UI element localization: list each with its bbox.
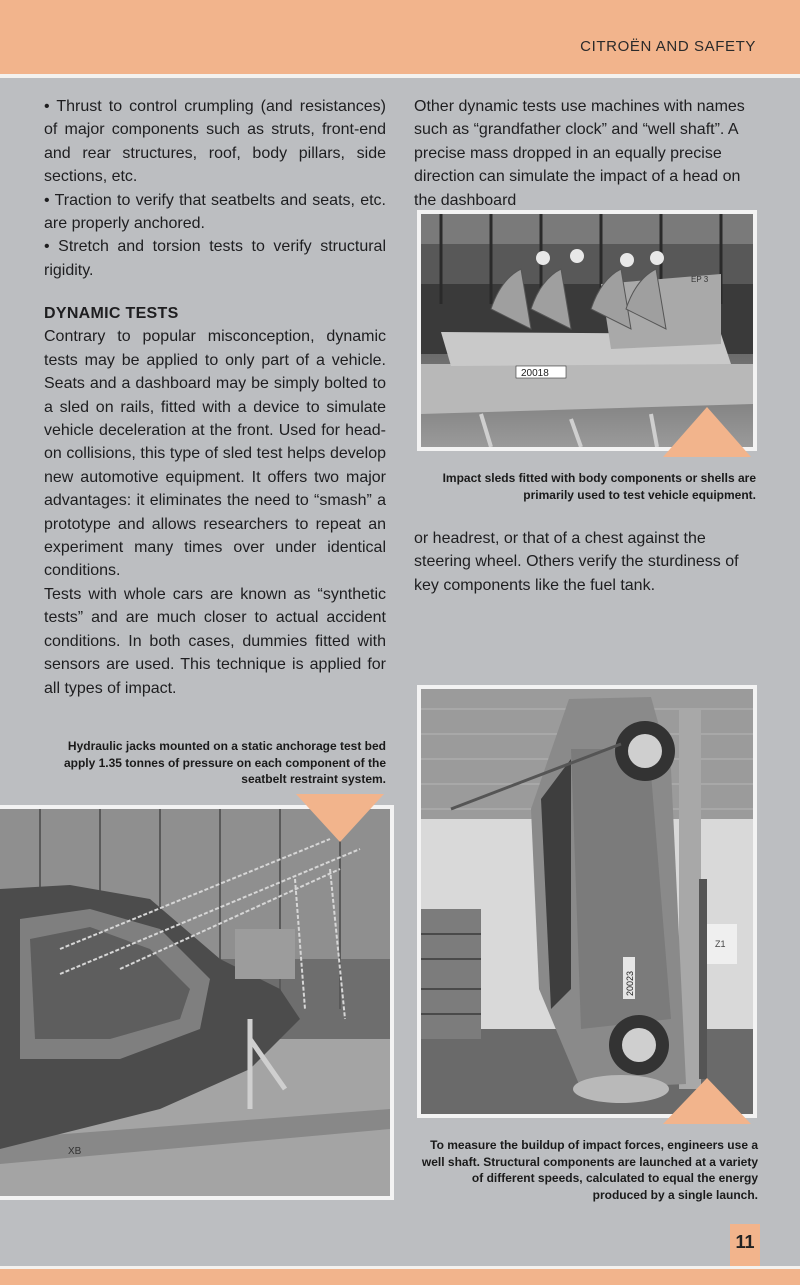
sled-plate-number: 20018 — [521, 368, 549, 379]
well-accent-triangle — [663, 1078, 751, 1124]
sled-accent-triangle — [663, 407, 751, 457]
page-number: 11 — [730, 1224, 760, 1272]
sled-caption: Impact sleds fitted with body components or shells are primarily used to test vehicle equipment. — [442, 471, 756, 502]
jacks-photo — [0, 805, 394, 1200]
section-heading: DYNAMIC TESTS — [44, 305, 179, 322]
jacks-caption: Hydraulic jacks mounted on a static anchorage test bed apply 1.35 tonnes of pressure on each component of the seatbelt restraint system. — [63, 739, 386, 786]
jacks-photo-illustration — [0, 809, 390, 1196]
well-car-number: 20023 — [625, 970, 635, 996]
well-shaft-photo — [417, 685, 757, 1118]
right-column-text-top — [414, 95, 756, 212]
header-band — [0, 0, 800, 74]
machines-paragraph: Other dynamic tests use machines with names such as “grandfather clock” and “well shaft”. A precise mass dropped in an equally precise direction can simulate the impact of a head on the dashboard — [414, 98, 745, 209]
running-header: CITROËN AND SAFETY — [580, 38, 756, 55]
dynamic-tests-paragraph-1: Contrary to popular misconception, dynamic tests may be applied to only part of a vehicle. Seats and a dashboard may be simply bolted to a sled on rails, fitted with a device to simulate vehicle deceleration at the front. Used for head-on collisions, this type of sled test helps develop new automotive equipment. It offers two major advantages: it eliminates the need to “smash” a prototype and allows researchers to repeat an experiment many times over under identical conditions. — [44, 328, 386, 580]
bullet-stretch: • Stretch and torsion tests to verify structural rigidity. — [44, 238, 386, 279]
well-shaft-illustration — [421, 689, 753, 1114]
well-shaft-caption: To measure the buildup of impact forces, engineers use a well shaft. Structural components are launched at a variety of different speeds, calculated to equal the energy produced by a single launch. — [421, 1138, 758, 1202]
sled-rig-label: EP 3 — [691, 275, 709, 284]
bullet-traction: • Traction to verify that seatbelts and seats, etc. are properly anchored. — [44, 191, 386, 233]
static-tests-bullets — [44, 95, 386, 282]
well-panel-label: Z1 — [715, 939, 726, 949]
footer-band — [0, 1269, 800, 1285]
jacks-accent-triangle — [296, 794, 384, 842]
dynamic-tests-section — [44, 302, 386, 700]
headrest-paragraph: or headrest, or that of a chest against the steering wheel. Others verify the sturdiness of key components like the fuel tank. — [414, 530, 739, 594]
bullet-thrust: • Thrust to control crumpling (and resistances) of major components such as struts, front-end and rear structures, roof, body pillars, side sections, etc. — [44, 98, 386, 186]
right-column-text-bottom — [414, 527, 756, 597]
dynamic-tests-paragraph-2: Tests with whole cars are known as “synthetic tests” and are much closer to actual accident conditions. In both cases, dummies fitted with sensors are used. This technique is applied for all types of impact. — [44, 585, 386, 697]
header-rule — [0, 74, 800, 78]
jacks-floor-marking: XB — [68, 1146, 82, 1157]
